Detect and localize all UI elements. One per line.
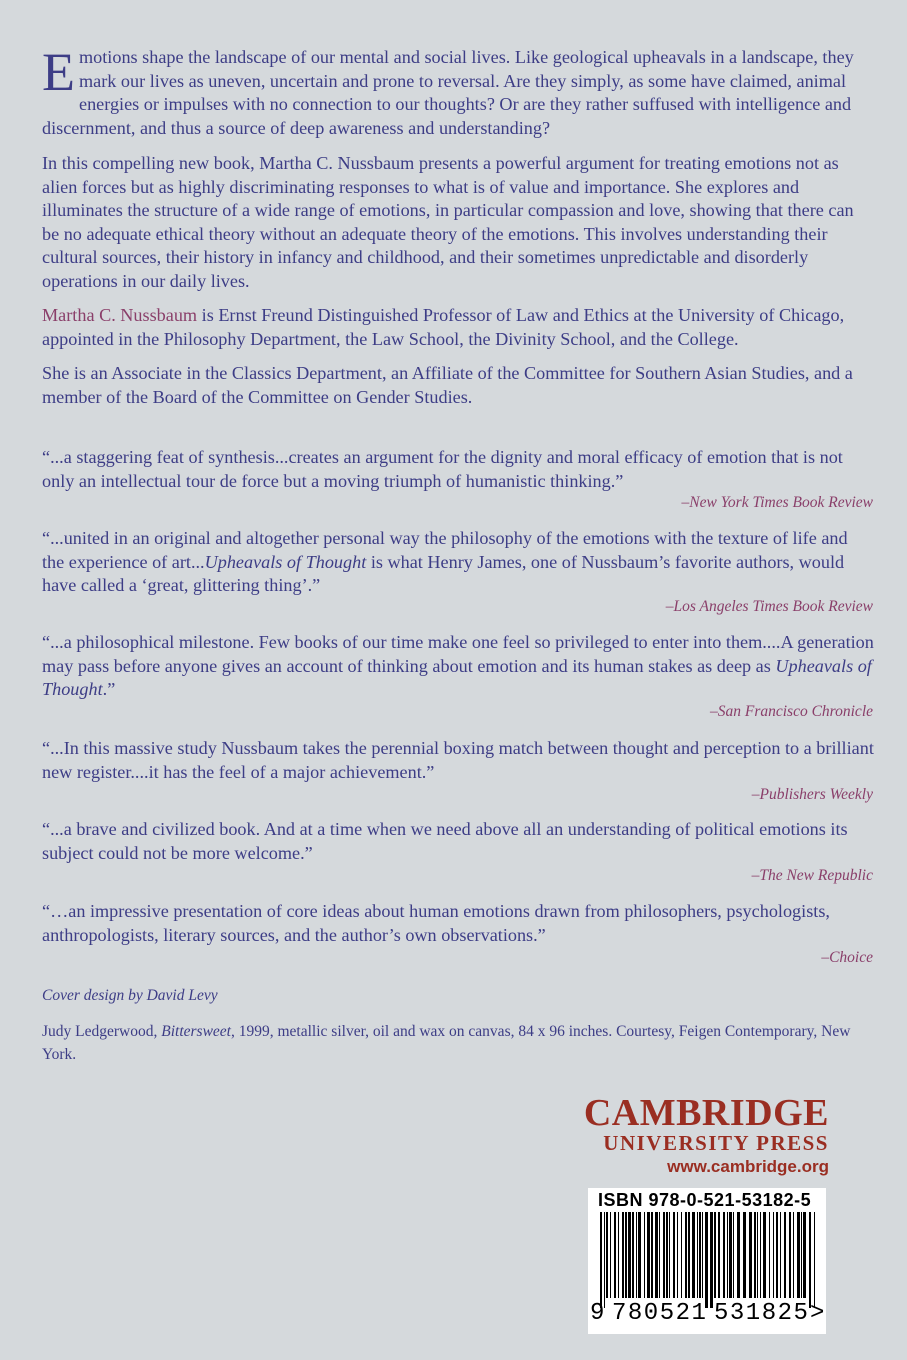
barcode-bar (754, 1212, 756, 1298)
quote-text (42, 631, 874, 702)
art-credit-part: , 1999, metallic silver, oil and wax on canvas, 84 x 96 inches. Courtesy, Feigen Contemporary, New York. (42, 1023, 851, 1063)
barcode-bar (622, 1212, 624, 1298)
publisher-logo (583, 1092, 829, 1179)
barcode-bar (666, 1212, 668, 1298)
cover-design-credit: Cover design by David Levy (42, 987, 218, 1004)
intro-paragraph (42, 42, 874, 140)
barcode-group-right: 531825 (714, 1300, 810, 1327)
barcode-bar (757, 1212, 758, 1298)
book-title: Upheavals of Thought (204, 551, 367, 572)
publisher-name: CAMBRIDGE (583, 1092, 829, 1134)
barcode-bar (776, 1212, 778, 1298)
quote-text: “…an impressive presentation of core ideas about human emotions drawn from philosophers, psychologists, anthropologists, literary sources, and the author’s own observations.” (42, 901, 830, 945)
quote-text-part: is what Henry James, one of Nussbaum’s favorite authors, would have called a ‘great, glittering thing’.” (42, 551, 845, 595)
intro-text: motions shape the landscape of our mental and social lives. Like geological upheavals in a landscape, they mark our lives as uneven, uncertain and prone to reversal. Are they simply, as some have claimed, animal energies or impulses with no connection to our thoughts? Or are they rather suffused with intelligence and discernment, and thus a source of deep awareness and understanding? (42, 47, 854, 138)
barcode-bar (618, 1212, 619, 1298)
barcode-bar (814, 1212, 815, 1308)
barcode-bar (677, 1212, 678, 1298)
barcode-bar (604, 1212, 605, 1308)
barcode-end-marker: > (810, 1300, 825, 1327)
barcode-bar (789, 1212, 791, 1298)
barcode-bar (784, 1212, 786, 1298)
barcode-bar (699, 1212, 701, 1298)
barcode-bar (733, 1212, 734, 1298)
barcode-bar (769, 1212, 770, 1298)
barcode-bar (697, 1212, 698, 1298)
barcode-bar (651, 1212, 653, 1298)
publisher-url: www.cambridge.org (667, 1157, 829, 1176)
barcode-lead-digit: 9 (590, 1300, 605, 1327)
barcode-bar (655, 1212, 658, 1298)
barcode-bar (743, 1212, 746, 1298)
cover-art-credit (42, 1020, 874, 1066)
barcode-bar (705, 1212, 708, 1308)
barcode-bar (636, 1212, 637, 1298)
art-credit-part: Judy Ledgerwood, (42, 1023, 162, 1040)
barcode-bar (702, 1212, 703, 1298)
quote-text (42, 527, 874, 598)
quote-attribution: –San Francisco Chronicle (709, 703, 873, 720)
barcode-bar (685, 1212, 687, 1298)
barcode-bar (729, 1212, 732, 1298)
book-title: Upheavals of Thought (42, 655, 872, 699)
barcode-icon (600, 1212, 816, 1308)
barcode-panel (588, 1188, 826, 1334)
barcode-bar (723, 1212, 725, 1298)
barcode-bar (669, 1212, 670, 1298)
author-bio-affiliations: She is an Associate in the Classics Department, an Affiliate of the Committee for Southern Asian Studies, and a member of the Board of the Committee on Gender Studies. (42, 363, 853, 407)
quote-text-part: .” (102, 679, 116, 699)
barcode-bar (737, 1212, 740, 1298)
barcode-bar (760, 1212, 761, 1298)
quote-text: “...a brave and civilized book. And at a time when we need above all an understanding of political emotions its subject could not be more welcome.” (42, 819, 848, 863)
author-bio (42, 304, 874, 351)
quote-text-part: “...a philosophical milestone. Few books of our time make one feel so privileged to enter into them....A generation may pass before anyone gives an account of thinking about emotion and its human stakes as deep as (42, 632, 874, 676)
author-name: Martha C. Nussbaum (42, 305, 198, 325)
barcode-bar (628, 1212, 631, 1298)
quote-text: “...a staggering feat of synthesis...creates an argument for the dignity and moral efficacy of emotion that is not only an intellectual tour de force but a moving triumph of humanistic thinking.” (42, 447, 843, 491)
barcode-bar (710, 1212, 713, 1308)
barcode-bar (614, 1212, 616, 1298)
barcode-bar (803, 1212, 806, 1298)
quote-attribution: –Los Angeles Times Book Review (665, 598, 873, 615)
barcode-bar (773, 1212, 774, 1298)
barcode-bar (727, 1212, 728, 1298)
barcode-bar (793, 1212, 794, 1298)
barcode-bar (681, 1212, 682, 1298)
drop-cap: E (42, 42, 75, 102)
barcode-bar (714, 1212, 716, 1298)
barcode-bar (659, 1212, 660, 1298)
summary-paragraph: In this compelling new book, Martha C. Nussbaum presents a powerful argument for treating emotions not as alien forces but as highly discriminating responses to what is of value and importance. She explores and illuminates the structure of a wide range of emotions, in particular compassion and love, showing that there can be no adequate ethical theory without an adequate theory of the emotions. This involves understanding their cultural sources, their history in infancy and childhood, and their sometimes unpredictable and disorderly operations in our daily lives. (42, 153, 854, 291)
barcode-bar (638, 1212, 641, 1298)
isbn-label: ISBN 978-0-521-53182-5 (598, 1190, 812, 1210)
barcode-bar (688, 1212, 690, 1298)
barcode-bar (692, 1212, 695, 1298)
barcode-bar (718, 1212, 720, 1298)
barcode-bar (632, 1212, 634, 1298)
barcode-bar (625, 1212, 627, 1298)
barcode-bar (749, 1212, 752, 1298)
quote-attribution: –The New Republic (751, 867, 873, 884)
author-bio-text: is Ernst Freund Distinguished Professor of Law and Ethics at the University of Chicago, appointed in the Philosophy Department, the Law School, the Divinity School, and the College. (42, 305, 845, 349)
barcode-bar (606, 1212, 608, 1298)
artwork-title: Bittersweet (161, 1023, 231, 1040)
quote-attribution: –New York Times Book Review (681, 494, 873, 511)
barcode-bar (797, 1212, 800, 1298)
barcode-bar (801, 1212, 802, 1298)
barcode-bar (763, 1212, 766, 1298)
publisher-subname: UNIVERSITY PRESS (603, 1131, 829, 1155)
barcode-bar (647, 1212, 650, 1298)
barcode-group-left: 780521 (612, 1300, 708, 1327)
barcode-bar (809, 1212, 811, 1308)
barcode-bar (644, 1212, 645, 1298)
barcode-bar (600, 1212, 602, 1308)
barcode-bar (663, 1212, 665, 1298)
barcode-bar (780, 1212, 781, 1298)
barcode-bar (610, 1212, 611, 1298)
barcode-bar (673, 1212, 675, 1298)
quote-text: “...In this massive study Nussbaum takes the perennial boxing match between thought and perception to a brilliant new register....it has the feel of a major achievement.” (42, 738, 874, 782)
quote-attribution: –Publishers Weekly (751, 786, 873, 803)
quote-attribution: –Choice (821, 949, 873, 966)
quote-text-part: “...united in an original and altogether personal way the philosophy of the emotions with the texture of life and the experience of art... (42, 528, 848, 572)
